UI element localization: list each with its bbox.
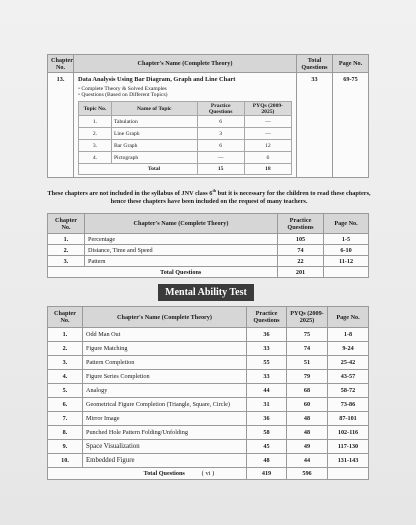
table-row: 3. Bar Graph 6 12 bbox=[79, 140, 292, 152]
table-row: 2. Figure Matching 33 74 9-24 bbox=[48, 342, 369, 356]
page-number: ( vi ) bbox=[201, 470, 215, 477]
total-row: Total Questions 419 596 bbox=[48, 468, 369, 480]
col-practice: Practice Questions bbox=[278, 214, 324, 234]
table-row: 7. Mirror Image 36 48 87-101 bbox=[48, 412, 369, 426]
total-questions: 33 bbox=[297, 73, 333, 178]
col-pyq: PYQs (2009-2025) bbox=[244, 102, 291, 116]
col-chapter-no: Chapter No. bbox=[48, 214, 85, 234]
table-row: 4. Pictograph — 6 bbox=[79, 152, 292, 164]
col-chapter-name: Chapter's Name (Complete Theory) bbox=[85, 214, 278, 234]
table-row: 1. Tabulation 6 — bbox=[79, 116, 292, 128]
chapter-13-table bbox=[47, 54, 369, 178]
col-pyq: PYQs (2009-2025) bbox=[287, 307, 328, 328]
table-row: 2. Distance, Time and Speed 74 6-10 bbox=[48, 245, 369, 256]
table-row: 2. Line Graph 3 — bbox=[79, 128, 292, 140]
table-row: 1. Odd Man Out 36 75 1-8 bbox=[48, 328, 369, 342]
col-topic-name: Name of Topic bbox=[111, 102, 197, 116]
extra-chapters-table bbox=[47, 213, 369, 278]
col-practice: Practice Questions bbox=[247, 307, 287, 328]
page-range: 69-75 bbox=[333, 73, 369, 178]
col-page-no: Page No. bbox=[333, 55, 369, 73]
col-page-no: Page No. bbox=[324, 214, 369, 234]
table-row: 4. Figure Series Completion 33 79 43-57 bbox=[48, 370, 369, 384]
table-row: 1. Percentage 105 1-5 bbox=[48, 234, 369, 245]
table-row: 10. Embedded Figure 48 44 131-143 bbox=[48, 454, 369, 468]
chapter-no: 13. bbox=[48, 73, 74, 178]
table-row: 5. Analogy 44 68 58-72 bbox=[48, 384, 369, 398]
chapter-cell bbox=[74, 73, 297, 178]
table-row: 6. Geometrical Figure Completion (Triangle, Square, Circle) 31 60 73-86 bbox=[48, 398, 369, 412]
table-row: 3. Pattern 22 11-12 bbox=[48, 256, 369, 267]
col-total-questions: Total Questions bbox=[297, 55, 333, 73]
chapter-title: Data Analysis Using Bar Diagram, Graph and Line Chart bbox=[78, 76, 236, 83]
bullet-item: ▫ Complete Theory & Solved Examples bbox=[78, 86, 167, 92]
col-chapter-no: Chapter No. bbox=[48, 307, 83, 328]
table-row: 9. Space Visualization 45 49 117-130 bbox=[48, 440, 369, 454]
col-practice: Practice Questions bbox=[197, 102, 244, 116]
table-row: 8. Punched Hole Pattern Folding/Unfolding 58 48 102-116 bbox=[48, 426, 369, 440]
topic-table bbox=[78, 101, 292, 175]
section-banner: Mental Ability Test bbox=[158, 284, 254, 301]
total-row: Total 15 18 bbox=[79, 164, 292, 175]
total-row: Total Questions 201 bbox=[48, 267, 369, 278]
mental-ability-table bbox=[47, 306, 369, 480]
col-chapter-no: Chapter No. bbox=[48, 55, 74, 73]
col-topic-no: Topic No. bbox=[79, 102, 112, 116]
bullet-item: ▫ Questions (Based on Different Topics) bbox=[78, 92, 168, 98]
col-chapter-name: Chapter's Name (Complete Theory) bbox=[74, 55, 297, 73]
col-chapter-name: Chapter's Name (Complete Theory) bbox=[83, 307, 247, 328]
col-page-no: Page No. bbox=[328, 307, 369, 328]
syllabus-note: These chapters are not included in the syllabus of JNV class 6th but it is necessary for the children to read these chapters, hence these chapters have been included on the request of many teachers. bbox=[47, 188, 371, 206]
table-row: 3. Pattern Completion 55 51 25-42 bbox=[48, 356, 369, 370]
